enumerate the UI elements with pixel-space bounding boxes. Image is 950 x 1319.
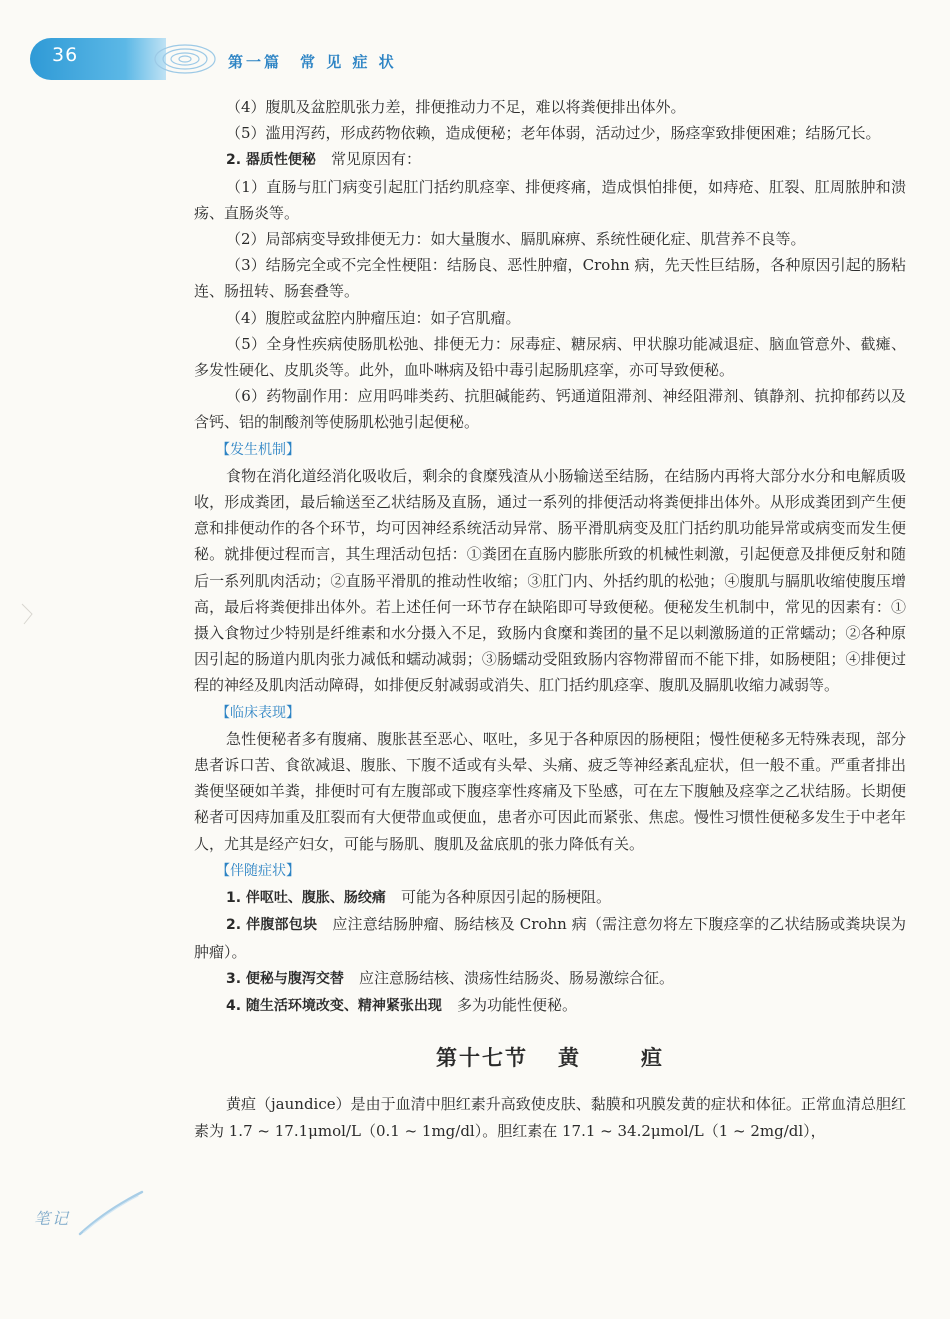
accompany-item [194, 992, 906, 1019]
page-number-badge [30, 38, 166, 80]
accompany-heading-row [194, 857, 906, 884]
swirl-decoration-icon [150, 34, 220, 84]
list-item: （6）药物副作用：应用吗啡类药、抗胆碱能药、钙通道阻滞剂、神经阻滞剂、镇静剂、抗抑郁药以及含钙、铝的制酸剂等使肠肌松弛引起便秘。 [194, 387, 906, 432]
accompany-item-text: 可能为各种原因引起的肠梗阻。 [400, 888, 611, 907]
page-number: 36 [52, 44, 79, 66]
section-title [194, 1045, 906, 1071]
accompany-item-head: 4. 随生活环境改变、精神紧张出现 [226, 997, 442, 1014]
mechanism-paragraph: 食物在消化道经消化吸收后，剩余的食糜残渣从小肠输送至结肠，在结肠内再将大部分水分和电解质吸收，形成粪团，最后输送至乙状结肠及直肠，通过一系列的排便活动将粪便排出体外。从形成粪团到产生便意和排便动作的各个环节，均可因神经系统活动异常、肠平滑肌病变及肛门括约肌功能异常或病变而发生便秘。就排便过程而言，其生理活动包括：①粪团在直肠内膨胀所致的机械性刺激，引起便意及排便反射和随后一系列肌肉活动；②直肠平滑肌的推动性收缩；③肛门内、外括约肌的松弛；④腹肌与膈肌收缩使腹压增高，最后将粪便排出体外。若上述任何一环节存在缺陷即可导致便秘。便秘发生机制中，常见的因素有：①摄入食物过少特别是纤维素和水分摄入不足，致肠内食糜和粪团的量不足以刺激肠道的正常蠕动；②各种原因引起的肠道内肌肉张力减低和蠕动减弱；③肠蠕动受阻致肠内容物滞留而不能下排，如肠梗阻；④排便过程的神经及肌肉活动障碍，如排便反射减弱或消失、肛门括约肌痉挛、腹肌及膈肌收缩力减弱等。 [194, 466, 906, 695]
accompany-item-head: 3. 便秘与腹泻交替 [226, 970, 344, 987]
list-item: （4）腹肌及盆腔肌张力差，排便推动力不足，难以将粪便排出体外。 [226, 98, 686, 116]
clinical-paragraph: 急性便秘者多有腹痛、腹胀甚至恶心、呕吐，多见于各种原因的肠梗阻；慢性便秘多无特殊表现，部分患者诉口苦、食欲减退、腹胀、下腹不适或有头晕、头痛、疲乏等神经紊乱症状，但一般不重。严重者排出粪便坚硬如羊粪，排便时可有左腹部或下腹痉挛性疼痛及下坠感，可在左下腹触及痉挛之乙状结肠。长期便秘者可因痔加重及肛裂而有大便带血或便血，患者亦可因此而紧张、焦虑。慢性习惯性便秘多发生于中老年人，尤其是经产妇女，可能与肠肌、腹肌及盆底肌的张力降低有关。 [194, 729, 906, 853]
notes-label: 笔记 [34, 1209, 71, 1228]
clinical-heading-row [194, 699, 906, 726]
accompany-item-head: 1. 伴呕吐、腹胀、肠绞痛 [226, 890, 386, 907]
accompany-item-text: 应注意肠结核、溃疡性结肠炎、肠易激综合征。 [358, 968, 674, 987]
list-item: （4）腹腔或盆腔内肿瘤压迫：如子宫肌瘤。 [226, 308, 521, 327]
list-item: （1）直肠与肛门病变引起肛门括约肌痉挛、排便疼痛，造成惧怕排便，如痔疮、肛裂、肛周脓肿和溃疡、直肠炎等。 [194, 177, 906, 222]
accompany-item-text: 多为功能性便秘。 [456, 995, 577, 1014]
list-item: （5）滥用泻药，形成药物依赖，造成便秘；老年体弱，活动过少，肠痉挛致排便困难；结肠冗长。 [226, 124, 881, 143]
jaundice-paragraph: 黄疸（jaundice）是由于血清中胆红素升高致使皮肤、黏膜和巩膜发黄的症状和体征。正常血清总胆红素为 1.7 ~ 17.1μmol/L（0.1 ~ 1mg/dl）。胆红素在 17.1 ~ 34.2μmol/L（1 ~ 2mg/dl）， [194, 1095, 906, 1140]
accompany-item [194, 911, 906, 964]
accompany-item [194, 965, 906, 992]
section-name-char: 疸 [641, 1046, 664, 1071]
organic-constipation-heading: 2. 器质性便秘 [226, 152, 316, 169]
organic-constipation-lead: 常见原因有： [330, 150, 421, 169]
list-item: （3）结肠完全或不完全性梗阻：结肠良、恶性肿瘤，Crohn 病，先天性巨结肠，各种原因引起的肠粘连、肠扭转、肠套叠等。 [194, 256, 906, 301]
accompany-item-text: 应注意结肠肿瘤、肠结核及 Crohn 病（需注意勿将左下腹痉挛的乙状结肠或粪块误为肿瘤）。 [194, 915, 906, 961]
section-name-char: 黄 [558, 1046, 581, 1071]
pen-stroke-icon [76, 1188, 146, 1238]
section-number: 第十七节 [436, 1046, 528, 1071]
accompany-item [194, 884, 906, 911]
mechanism-heading: 【发生机制】 [216, 441, 300, 458]
accompany-item-head: 2. 伴腹部包块 [226, 917, 318, 934]
margin-mark-icon [18, 600, 38, 630]
clinical-heading: 【临床表现】 [216, 704, 300, 721]
mechanism-heading-row [194, 436, 906, 463]
page-content [194, 94, 906, 1144]
organic-constipation-paragraph [194, 146, 906, 173]
list-item: （5）全身性疾病使肠肌松弛、排便无力：尿毒症、糖尿病、甲状腺功能减退症、脑血管意外、截瘫、多发性硬化、皮肌炎等。此外，血卟啉病及铅中毒引起肠肌痉挛，亦可导致便秘。 [194, 334, 906, 380]
page-header [0, 0, 950, 100]
list-item: （2）局部病变导致排便无力：如大量腹水、膈肌麻痹、系统性硬化症、肌营养不良等。 [226, 230, 806, 249]
accompany-heading: 【伴随症状】 [216, 862, 300, 879]
part-title: 第一篇 常 见 症 状 [228, 53, 397, 71]
